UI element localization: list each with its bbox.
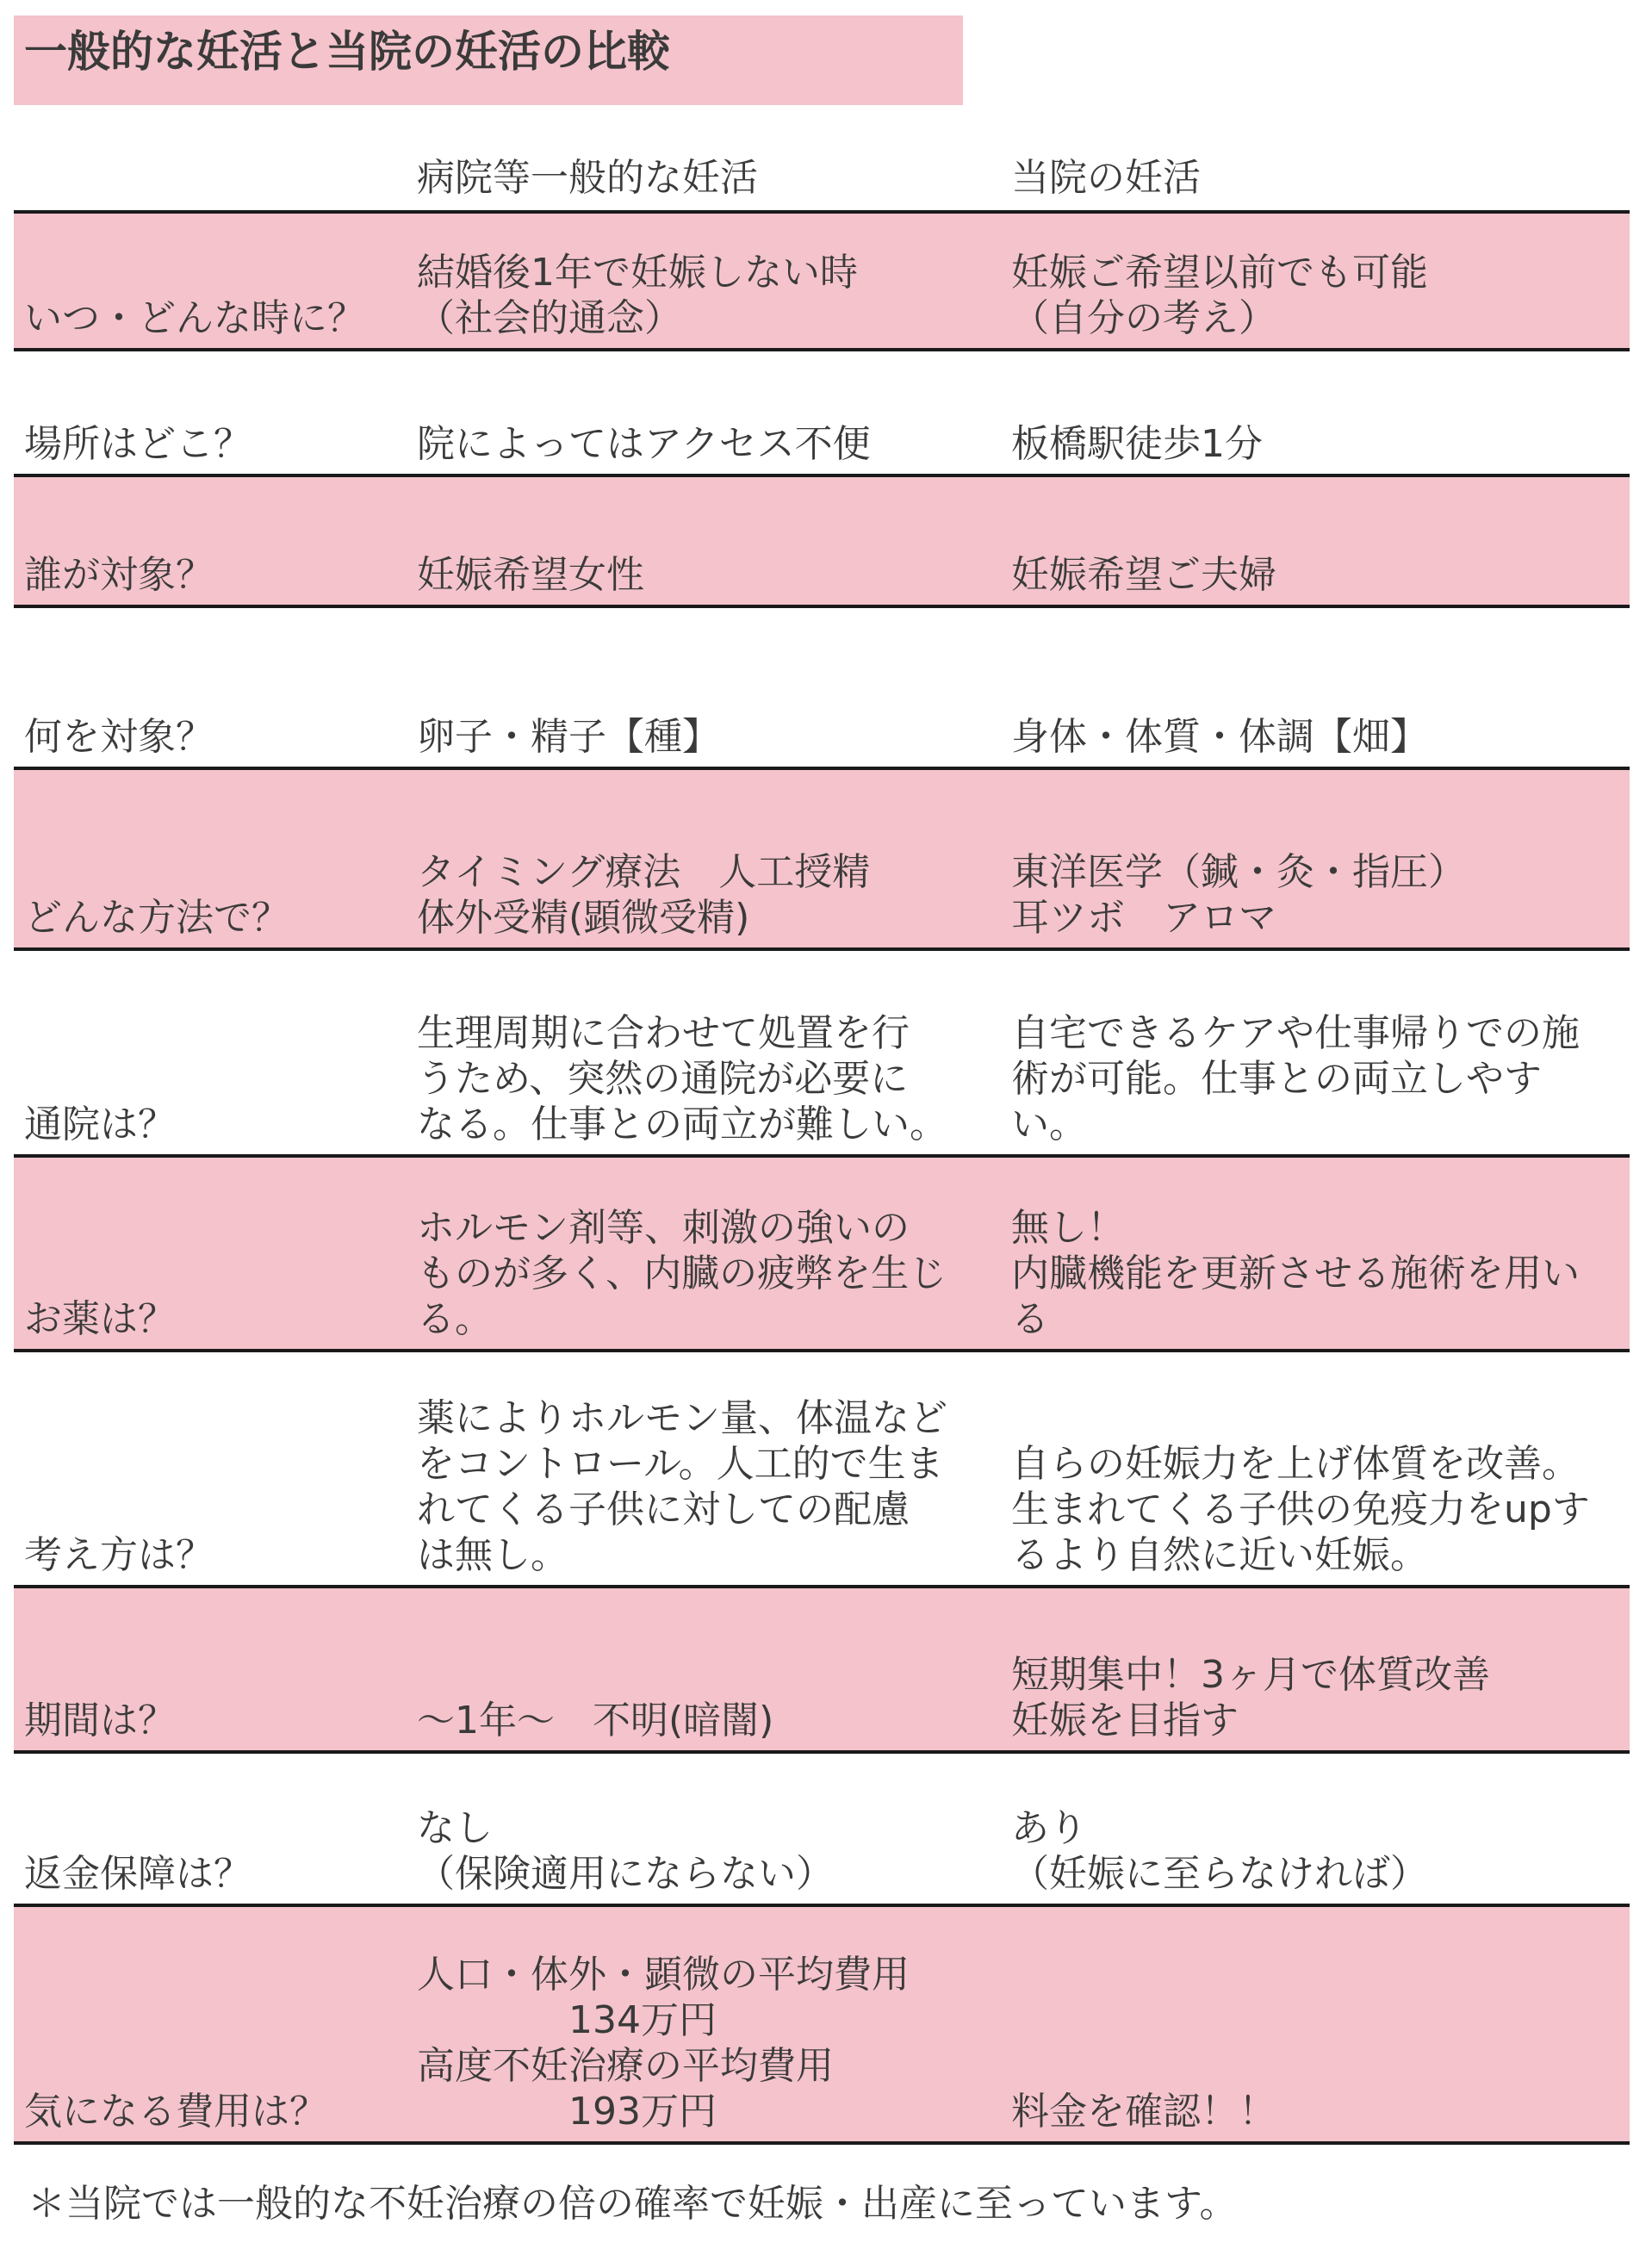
footnote: ＊当院では一般的な不妊治療の倍の確率で妊娠・出産に至っています。 — [28, 2182, 1238, 2226]
ours-cell: 料金を確認！！ — [1011, 2090, 1276, 2134]
table-row-cost — [14, 1907, 1630, 2145]
general-cell: ～1年～ 不明(暗闇) — [417, 1699, 774, 1742]
general-cell: 院によってはアクセス不便 — [417, 422, 871, 466]
row-label: いつ・どんな時に？ — [24, 296, 365, 340]
general-cell: なし （保険適用にならない） — [417, 1806, 834, 1896]
table-row-location — [14, 351, 1630, 477]
general-cell: 生理周期に合わせて処置を行 うため、突然の通院が必要に なる。仕事との両立が難しい。 — [417, 1011, 947, 1146]
row-label: 誰が対象？ — [24, 553, 214, 597]
row-label: 期間は？ — [24, 1699, 176, 1742]
general-cell: 妊娠希望女性 — [417, 553, 644, 597]
table-row-duration — [14, 1588, 1630, 1754]
ours-cell: 妊娠希望ご夫婦 — [1011, 553, 1276, 597]
table-row-timing — [14, 210, 1630, 351]
ours-cell: 東洋医学（鍼・灸・指圧） 耳ツボ アロマ — [1011, 850, 1466, 940]
row-label: どんな方法で？ — [24, 896, 289, 940]
general-cell: 結婚後1年で妊娠しない時 （社会的通念） — [417, 251, 858, 340]
ours-cell: 板橋駅徒歩1分 — [1011, 422, 1263, 466]
general-cell: ホルモン剤等、刺激の強いの ものが多く、内臓の疲弊を生じ る。 — [417, 1206, 947, 1341]
ours-cell: あり （妊娠に至らなければ） — [1011, 1806, 1428, 1896]
ours-cell: 短期集中！3ヶ月で体質改善 妊娠を目指す — [1011, 1653, 1490, 1742]
ours-cell: 身体・体質・体調【畑】 — [1011, 715, 1428, 759]
row-label: 気になる費用は？ — [24, 2090, 327, 2134]
ours-cell: 無し！ 内臓機能を更新させる施術を用い る — [1011, 1206, 1580, 1341]
table-row-method — [14, 770, 1630, 951]
table-row-target — [14, 477, 1630, 608]
general-cell: 卵子・精子【種】 — [417, 715, 720, 759]
general-cell: タイミング療法 人工授精 体外受精(顕微受精) — [417, 850, 871, 940]
table-row-medication — [14, 1158, 1630, 1352]
column-header-general: 病院等一般的な妊活 — [417, 156, 758, 200]
general-cell: 人口・体外・顕微の平均費用 134万円 高度不妊治療の平均費用 193万円 — [417, 1953, 910, 2134]
row-label: 考え方は？ — [24, 1533, 214, 1577]
ours-cell: 自宅できるケアや仕事帰りでの施 術が可能。仕事との両立しやす い。 — [1011, 1011, 1580, 1146]
row-label: 場所はどこ？ — [24, 422, 252, 466]
row-label: お薬は？ — [24, 1297, 176, 1341]
row-label: 返金保障は？ — [24, 1852, 252, 1896]
table-row-refund — [14, 1754, 1630, 1907]
ours-cell: 自らの妊娠力を上げ体質を改善。 生まれてくる子供の免疫力をupす るより自然に近い妊娠。 — [1011, 1442, 1590, 1577]
table-row-focus — [14, 608, 1630, 770]
ours-cell: 妊娠ご希望以前でも可能 （自分の考え） — [1011, 251, 1428, 340]
row-label: 通院は？ — [24, 1103, 176, 1146]
general-cell: 薬によりホルモン量、体温など をコントロール。人工的で生ま れてくる子供に対しての配慮 は無し。 — [417, 1396, 947, 1577]
page-title: 一般的な妊活と当院の妊活の比較 — [24, 27, 670, 77]
column-header-ours: 当院の妊活 — [1011, 156, 1201, 200]
row-label: 何を対象？ — [24, 715, 214, 759]
table-row-philosophy — [14, 1352, 1630, 1588]
table-row-visits — [14, 951, 1630, 1158]
